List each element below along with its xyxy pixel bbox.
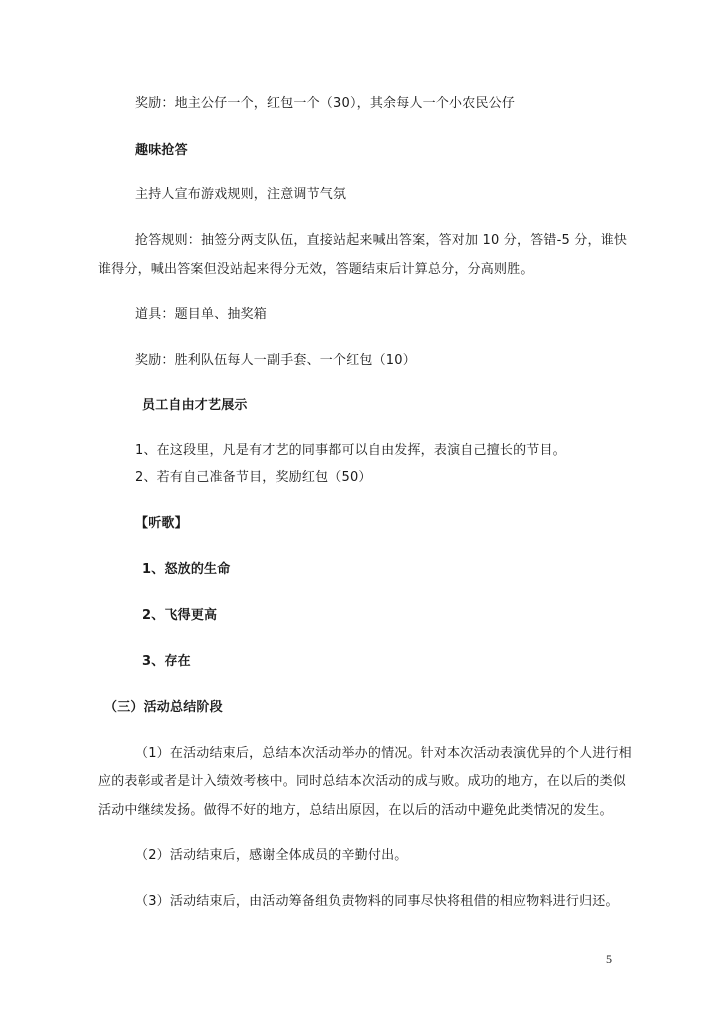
section-heading-summary: （三）活动总结阶段 — [104, 700, 223, 715]
summary-item-2: （2）活动结束后，感谢全体成员的辛勤付出。 — [135, 848, 408, 863]
song-item-3: 3、存在 — [142, 654, 191, 669]
reward-quiz-line: 奖励：胜利队伍每人一副手套、一个红包（10） — [135, 353, 416, 368]
summary-paragraph-line-2: 应的表彰或者是计入绩效考核中。同时总结本次活动的成与败。成功的地方，在以后的类似 — [98, 774, 627, 789]
section-heading-quiz: 趣味抢答 — [135, 143, 188, 158]
summary-item-3: （3）活动结束后，由活动筹备组负责物料的同事尽快将租借的相应物料进行归还。 — [135, 894, 619, 909]
quiz-rules-line-1: 抢答规则：抽签分两支队伍，直接站起来喊出答案，答对加 10 分，答错-5 分，谁快 — [135, 233, 628, 248]
host-rules-line: 主持人宣布游戏规则，注意调节气氛 — [135, 187, 347, 202]
summary-paragraph-line-1: （1）在活动结束后，总结本次活动举办的情况。针对本次活动表演优异的个人进行相 — [135, 746, 632, 761]
reward-landlord-line: 奖励：地主公仔一个，红包一个（30），其余每人一个小农民公仔 — [135, 96, 516, 111]
quiz-rules-line-2: 谁得分，喊出答案但没站起来得分无效，答题结束后计算总分，分高则胜。 — [98, 262, 534, 277]
section-heading-talent: 员工自由才艺展示 — [142, 398, 248, 413]
props-line: 道具：题目单、抽奖箱 — [135, 307, 268, 322]
song-item-2: 2、飞得更高 — [142, 608, 218, 623]
section-heading-songs: 【听歌】 — [135, 516, 188, 531]
talent-item-2: 2、若有自己准备节目，奖励红包（50） — [135, 470, 372, 485]
song-item-1: 1、怒放的生命 — [142, 562, 231, 577]
page-number: 5 — [606, 952, 612, 966]
talent-item-1: 1、在这段里，凡是有才艺的同事都可以自由发挥，表演自己擅长的节目。 — [135, 443, 566, 458]
summary-paragraph-line-3: 活动中继续发扬。做得不好的地方，总结出原因，在以后的活动中避免此类情况的发生。 — [98, 803, 613, 818]
